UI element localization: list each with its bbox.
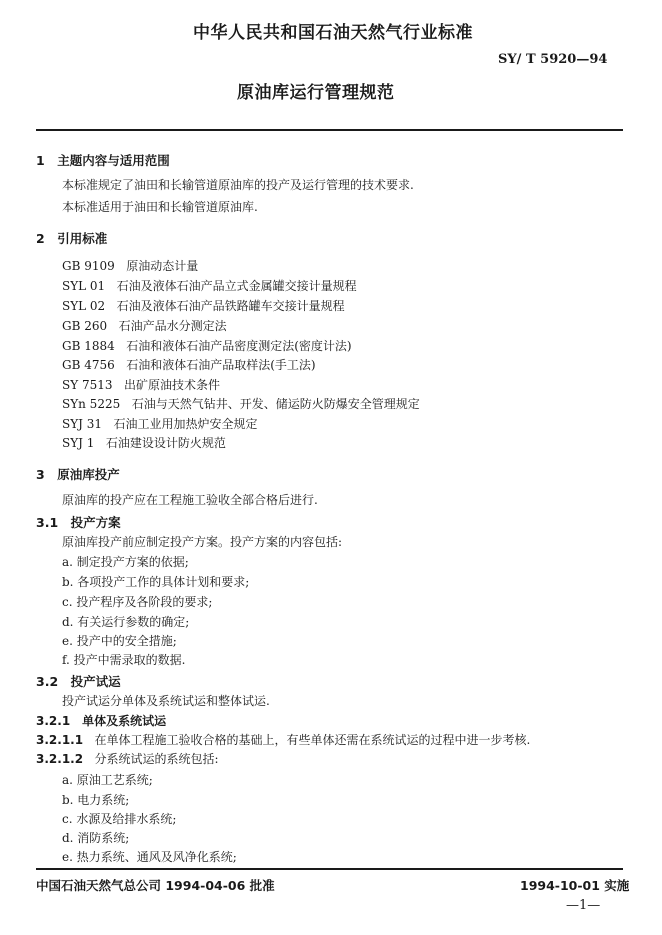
subsection-3-1-heading: 3.1 投产方案 xyxy=(36,515,121,530)
reference-code: SYJ 31 xyxy=(62,417,103,431)
reference-code: GB 260 xyxy=(62,319,108,333)
reference-item xyxy=(62,395,420,412)
section-2-heading: 2 引用标准 xyxy=(36,231,108,246)
reference-code: SYL 02 xyxy=(62,299,106,313)
subsection-3-2-heading: 3.2 投产试运 xyxy=(36,674,121,689)
reference-item xyxy=(62,277,357,294)
reference-name: 石油和液体石油产品取样法(手工法) xyxy=(126,358,316,372)
reference-code: SYn 5225 xyxy=(62,397,121,411)
list-item: a. 制定投产方案的依据; xyxy=(62,555,189,569)
reference-item xyxy=(62,415,258,432)
list-item: b. 电力系统; xyxy=(62,793,130,807)
reference-code: SYJ 1 xyxy=(62,436,95,450)
reference-code: GB 9109 xyxy=(62,259,115,273)
list-item: b. 各项投产工作的具体计划和要求; xyxy=(62,575,250,589)
reference-code: SY 7513 xyxy=(62,378,113,392)
reference-name: 石油及液体石油产品铁路罐车交接计量规程 xyxy=(116,299,345,313)
document-title: 原油库运行管理规范 xyxy=(237,83,395,103)
reference-item xyxy=(62,297,345,314)
reference-name: 石油建设设计防火规范 xyxy=(105,436,226,450)
clause-number: 3.2.1.1 xyxy=(36,733,84,747)
reference-name: 石油及液体石油产品立式金属罐交接计量规程 xyxy=(116,279,357,293)
section-1-heading: 1 主题内容与适用范围 xyxy=(36,153,170,168)
page-number: —1— xyxy=(566,898,601,913)
footer-divider xyxy=(36,868,623,870)
subsection-3-2-1-heading: 3.2.1 单体及系统试运 xyxy=(36,714,167,728)
reference-item xyxy=(62,317,227,334)
approval-note: 中国石油天然气总公司 1994-04-06 批准 xyxy=(36,878,275,893)
subsection-3-2-intro: 投产试运分单体及系统试运和整体试运. xyxy=(62,694,270,708)
clause-number: 3.2.1.2 xyxy=(36,752,84,766)
reference-name: 石油与天然气钻井、开发、储运防火防爆安全管理规定 xyxy=(131,397,420,411)
issuing-standard-title: 中华人民共和国石油天然气行业标准 xyxy=(193,23,473,43)
list-item: d. 有关运行参数的确定; xyxy=(62,615,190,629)
section-1-line-1: 本标准规定了油田和长输管道原油库的投产及运行管理的技术要求. xyxy=(62,178,414,192)
clause-text: 在单体工程施工验收合格的基础上，有些单体还需在系统试运的过程中进一步考核. xyxy=(94,733,531,747)
clause-3-2-1-1 xyxy=(36,731,530,748)
list-item: d. 消防系统; xyxy=(62,831,130,845)
reference-item xyxy=(62,337,352,354)
standard-number: SY/ T 5920—94 xyxy=(498,52,608,67)
reference-name: 石油和液体石油产品密度测定法(密度计法) xyxy=(126,339,352,353)
effective-date: 1994-10-01 实施 xyxy=(520,878,630,893)
reference-item xyxy=(62,434,226,451)
reference-code: GB 1884 xyxy=(62,339,115,353)
section-3-intro: 原油库的投产应在工程施工验收全部合格后进行. xyxy=(62,493,318,507)
clause-3-2-1-2 xyxy=(36,750,219,767)
reference-item xyxy=(62,356,316,373)
reference-code: GB 4756 xyxy=(62,358,115,372)
header-divider xyxy=(36,129,623,131)
section-3-heading: 3 原油库投产 xyxy=(36,467,120,482)
list-item: e. 热力系统、通风及风净化系统; xyxy=(62,850,237,864)
list-item: e. 投产中的安全措施; xyxy=(62,634,177,648)
reference-item xyxy=(62,376,220,393)
reference-name: 石油产品水分测定法 xyxy=(118,319,227,333)
clause-text: 分系统试运的系统包括: xyxy=(94,752,219,766)
reference-item xyxy=(62,257,198,274)
reference-code: SYL 01 xyxy=(62,279,106,293)
list-item: f. 投产中需录取的数据. xyxy=(62,653,186,667)
reference-name: 石油工业用加热炉安全规定 xyxy=(113,417,258,431)
reference-name: 原油动态计量 xyxy=(126,259,199,273)
list-item: a. 原油工艺系统; xyxy=(62,773,153,787)
list-item: c. 投产程序及各阶段的要求; xyxy=(62,595,213,609)
reference-name: 出矿原油技术条件 xyxy=(123,378,220,392)
section-1-line-2: 本标准适用于油田和长输管道原油库. xyxy=(62,200,258,214)
subsection-3-1-intro: 原油库投产前应制定投产方案。投产方案的内容包括: xyxy=(62,535,343,549)
list-item: c. 水源及给排水系统; xyxy=(62,812,177,826)
